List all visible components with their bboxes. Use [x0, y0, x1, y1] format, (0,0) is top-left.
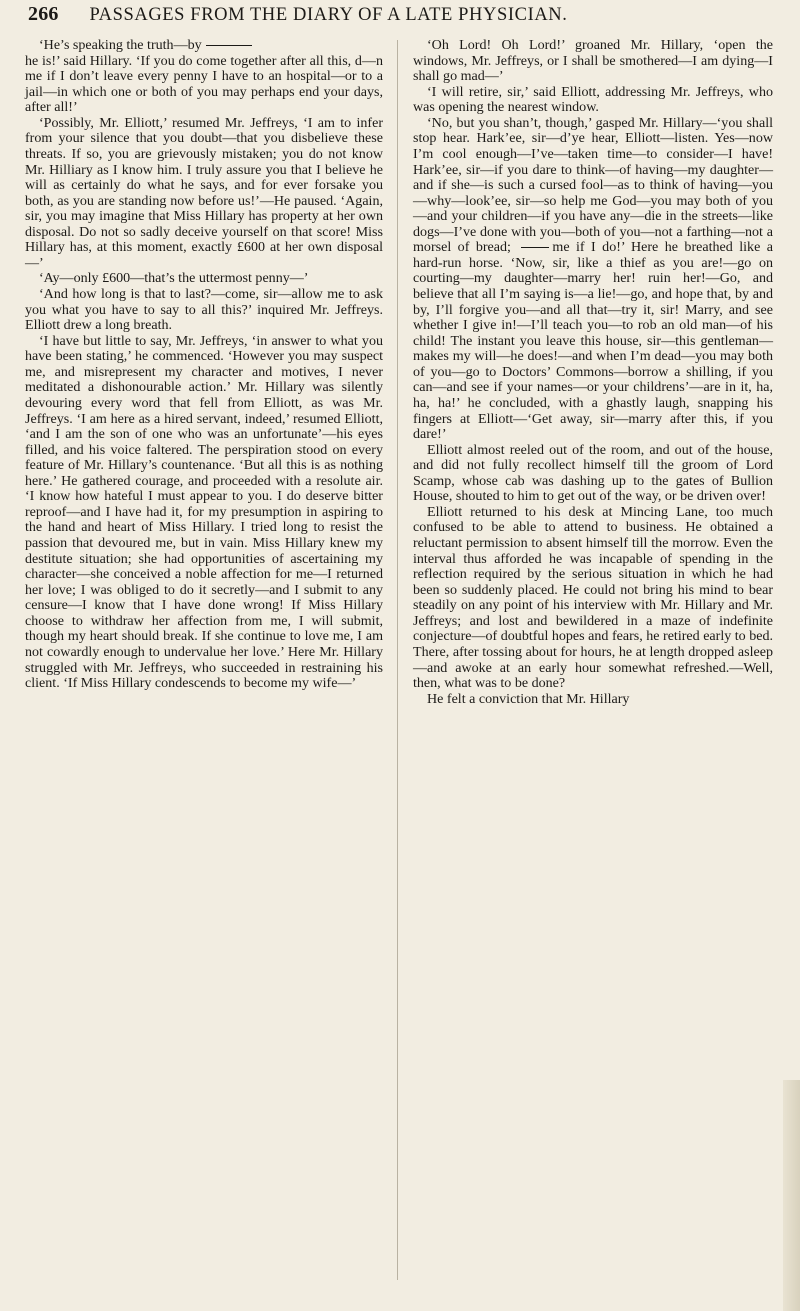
page-number: 266	[28, 3, 59, 25]
paragraph	[413, 116, 773, 443]
running-header	[28, 3, 788, 33]
paragraph: ‘Possibly, Mr. Elliott,’ resumed Mr. Jeffreys, ‘I am to infer from your silence that you doubt—that you disbelieve these threats. If so, you are grievously mistaken; you do not know Mr. Hilliary as I know him. I truly assure you that I believe he will as certainly do what he says, and for ever forsake you both, as you are standing now before us!’—He paused. ‘Again, sir, you may imagine that Miss Hillary has property at her own disposal. Do not so sadly deceive yourself on that score! Miss Hillary has, at this moment, exactly £600 at her own disposal—’	[25, 114, 383, 271]
paragraph: ‘Ay—only £600—that’s the uttermost penny—’	[39, 270, 309, 287]
paragraph: ‘And how long is that to last?—come, sir—allow me to ask you what you have to say to all this?’ inquired Mr. Jeffreys. Elliott drew a long breath.	[25, 286, 383, 334]
paragraph: ‘I will retire, sir,’ said Elliott, addressing Mr. Jeffreys, who was opening the nearest window.	[413, 83, 773, 116]
running-title: PASSAGES FROM THE DIARY OF A LATE PHYSICIAN.	[89, 5, 568, 25]
paragraph: Elliott returned to his desk at Mincing Lane, too much confused to be able to attend to business. He obtained a reluctant permission to absent himself till the morrow. Even the interval thus afforded he was incapable of spending in the reflection required by the serious situation in which he had been so suddenly placed. He could not bring his mind to bear steadily on any point of his interview with Mr. Hillary and Mr. Jeffreys; and lost and bewildered in a maze of indefinite conjecture—of doubtful hopes and fears, he retired early to bed. There, after tossing about for hours, he at length dropped asleep—and awoke at an early hour somewhat refreshed.—Well, then, what was to be done?	[413, 503, 774, 692]
paragraph-text: ‘No, but you shan’t, though,’ gasped Mr. Hillary—‘you shall stop hear. Hark’ee, sir—d’ye hear, Elliott—listen. Yes—now I’m cool enough—I’ve—taken time—to consider—I have! Hark’ee, sir—if you dare to think—of having—my daughter—and if she—is such a cursed fool—as to think of having—you—why—look’ee, sir—so help me God—you may both of you—and your children—if you have any—die in the streets—like dogs—I’ve done with you—both of you—not a farthing—not a morsel of bread;	[413, 114, 773, 256]
paragraph-text: me if I do!’ Here he breathed like a hard-run horse. ‘Now, sir, like a thief as you are!—go on courting—my daughter—marry her! ruin her!—Go, and believe that all I’m saying is—a lie!—go, and hope that, by and by, I’ll forgive you—and all that—try it, sir! Marry, and see whether I give in!—I’ll teach you—to rob an old man—of his child! The instant you leave this house, sir—this gentleman—makes my will—he does!—and when I’m dead—you may both of you—go to Doctors’ Commons—borrow a shilling, if you can—and see if your names—or your childrens’—are in it, ha, ha, ha!’ he concluded, with a ghastly laugh, snapping his fingers at Elliott—‘Get away, sir—marry after this, if you dare!’	[413, 239, 773, 443]
paragraph: He felt a conviction that Mr. Hillary	[427, 690, 630, 707]
paragraph: ‘I have but little to say, Mr. Jeffreys, ‘in answer to what you have been stating,’ he commenced. ‘However you may suspect me, and misrepresent my character and motives, I never meditated a dishonourable action.’ Mr. Hillary was silently devouring every word that fell from Elliott, as was Mr. Jeffreys. ‘I am here as a hired servant, indeed,’ resumed Elliott, ‘and I am the son of one who was an unfortunate’—his eyes filled, and his voice faltered. The perspiration stood on every feature of Mr. Hillary’s countenance. ‘But all this is as nothing here.’ He gathered courage, and proceeded with a resolute air. ‘I know how hateful I must appear to you. I do deserve bitter reproof—and I have had it, for my presumption in aspiring to the hand and heart of Miss Hillary. I tried long to resist the passion that devoured me, but in vain. Miss Hillary knew my destitute situation; she had opportunities of ascertaining my character—she conceived a noble affection for me—I returned her love; I was obliged to do it secretly—and I submit to any censure—I know that I have done wrong! If Miss Hillary choose to withdraw her affection from me, I will submit, though my heart should break. If she continue to love me, I am not cowardly enough to undervalue her love.’ Here Mr. Hillary struggled with Mr. Jeffreys, who succeeded in restraining his client. ‘If Miss Hillary condescends to become my wife—’	[25, 332, 383, 692]
em-dash-rule	[206, 45, 252, 46]
paragraph-text: he is!’ said Hillary. ‘If you do come together after all this, d—n me if I don’t leave every penny I have to an hospital—or to a jail—in which one or both of you may perhaps end your days, after all!’	[25, 52, 383, 116]
paragraph	[25, 38, 383, 116]
em-dash-rule	[521, 247, 549, 248]
right-text-column	[413, 38, 773, 707]
paragraph: ‘Oh Lord! Oh Lord!’ groaned Mr. Hillary, ‘open the windows, Mr. Jeffreys, or I shall be smothered—I am dying—I shall go mad—’	[413, 37, 773, 85]
paragraph: Elliott almost reeled out of the room, and out of the house, and did not fully recollect himself till the groom of Lord Scamp, whose cab was dashing up to the gates of Bullion House, shouted to him to get out of the way, or be driven over!	[413, 441, 773, 505]
paragraph-text: ‘He’s speaking the truth—by	[39, 37, 202, 53]
left-text-column	[25, 38, 383, 692]
column-divider	[397, 40, 398, 1280]
page-edge-shadow	[783, 1080, 800, 1311]
